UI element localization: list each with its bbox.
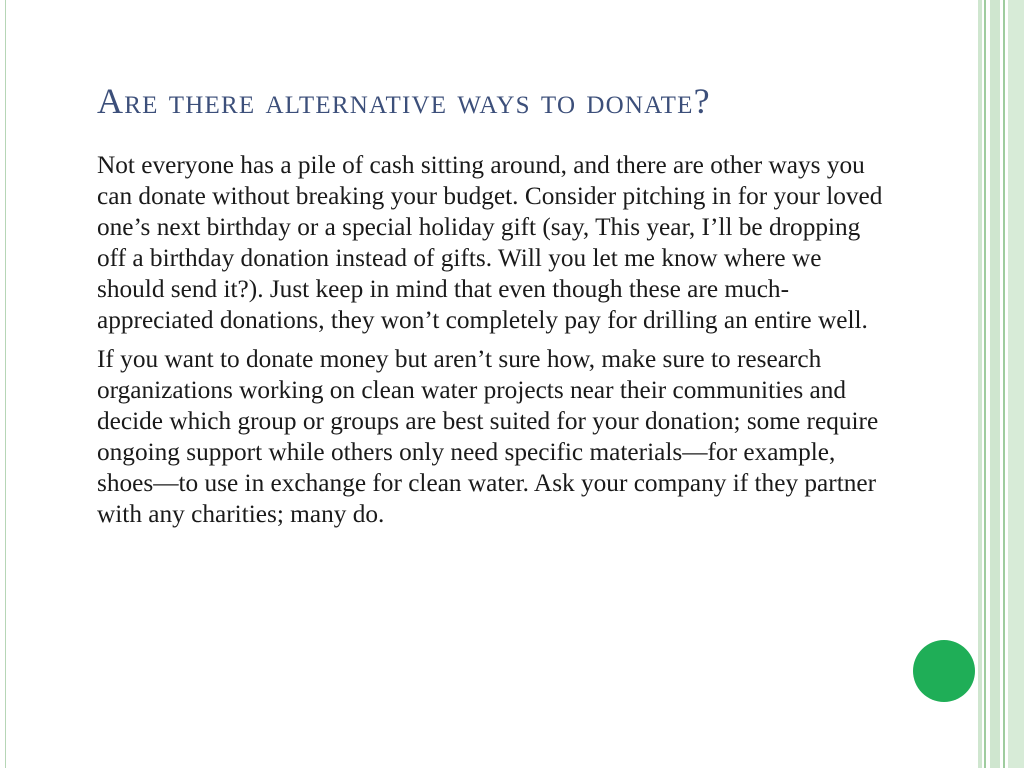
green-circle-decoration <box>913 640 975 702</box>
body-paragraph: If you want to donate money but aren’t sure how, make sure to research organizations working on clean water projects near their communities and decide which group or groups are best suited for your donation; some require ongoing support while others only need specific materials—for example, shoes—to use in exchange for clean water. Ask your company if they partner with any charities; many do. <box>97 345 879 528</box>
stripe-5 <box>1008 0 1024 768</box>
slide-body <box>97 150 887 538</box>
left-border-line <box>0 0 6 768</box>
stripe-4 <box>1003 0 1005 768</box>
stripe-3 <box>990 0 1000 768</box>
body-paragraph: Not everyone has a pile of cash sitting around, and there are other ways you can donate without breaking your budget. Consider pitching in for your loved one’s next birthday or a special holiday gift (say, This year, I’ll be dropping off a birthday donation instead of gifts. Will you let me know where we should send it?). Just keep in mind that even though these are much-appreciated donations, they won’t completely pay for drilling an entire well. <box>97 151 883 334</box>
stripe-1 <box>978 0 982 768</box>
right-decorative-stripes <box>976 0 1024 768</box>
stripe-2 <box>984 0 986 768</box>
slide-title: Are there alternative ways to donate? <box>97 81 711 121</box>
